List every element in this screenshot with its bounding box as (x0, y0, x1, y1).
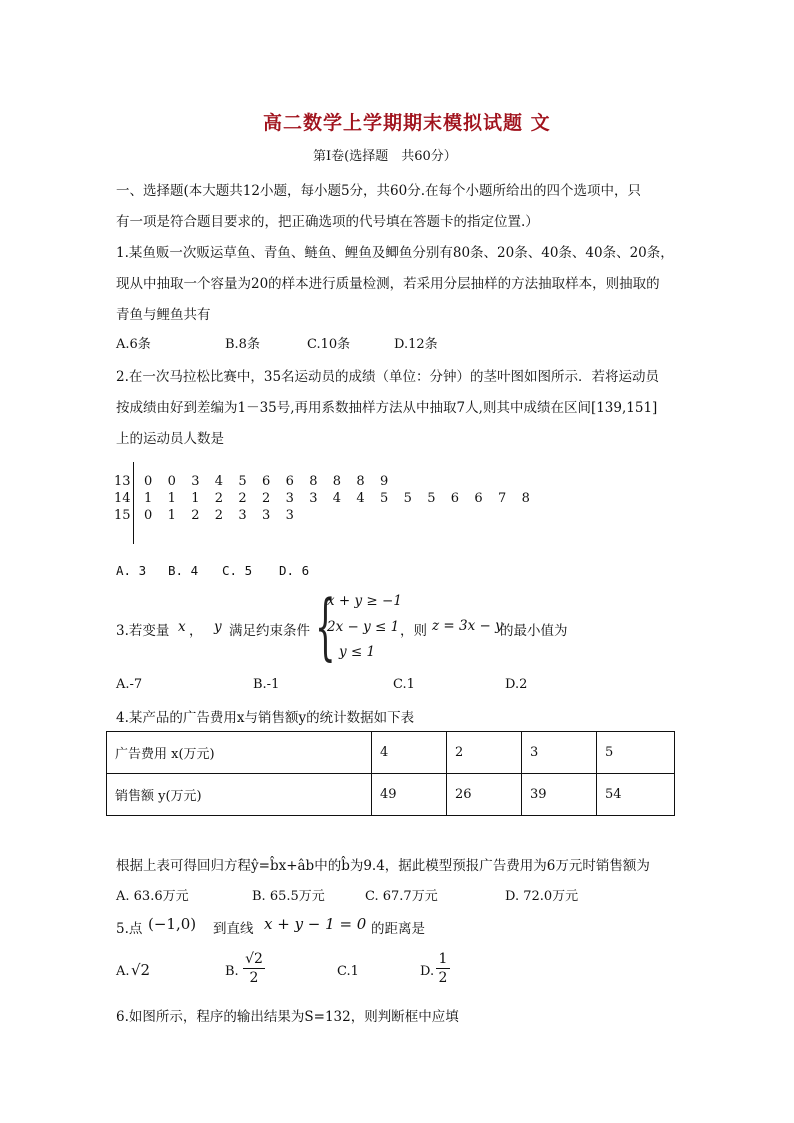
leaf-value: 4 (356, 491, 365, 506)
leaf-value: 3 (238, 508, 247, 523)
leaf-value: 8 (309, 474, 318, 489)
table-cell: 5 (597, 732, 675, 774)
q5-option-a: A. (116, 964, 130, 979)
stem-value: 14 (114, 491, 131, 506)
q3-var-x: x (178, 619, 186, 635)
leaf-value: 6 (450, 491, 460, 506)
q5-option-d-fraction (436, 951, 450, 986)
q5-option-d: D. (420, 964, 435, 979)
q3-comma: ， (189, 623, 203, 639)
leaf-value: 5 (380, 491, 389, 506)
q2-option-c: C. 5 (222, 563, 253, 578)
leaf-value: 3 (262, 508, 271, 523)
q1-line3: 青鱼与鲤鱼共有 (116, 307, 211, 323)
section-instructions-line1: 一、选择题(本大题共12小题，每小题5分，共60分.在每个小题所给出的四个选项中，只 (116, 183, 642, 199)
table-row (107, 732, 675, 774)
leaf-value: 2 (214, 491, 224, 506)
table-cell: 2 (447, 732, 522, 774)
leaf-value: 1 (167, 491, 176, 506)
table-cell: 销售额 y(万元) (107, 774, 372, 816)
q3-option-b: B.-1 (253, 677, 280, 692)
leaf-value: 1 (191, 491, 200, 506)
leaf-value: 6 (262, 474, 271, 489)
fraction-numerator: 1 (438, 951, 448, 967)
q2-option-d: D. 6 (279, 563, 310, 578)
q5-tail: 的距离是 (371, 921, 425, 937)
q3-constraint-3: y ≤ 1 (339, 644, 376, 660)
q1-option-b: B.8条 (225, 337, 260, 352)
leaf-value: 7 (498, 491, 507, 506)
q6-line1: 6.如图所示，程序的输出结果为S=132，则判断框中应填 (116, 1009, 459, 1025)
leaf-value: 6 (474, 491, 483, 506)
q3-option-c: C.1 (393, 677, 415, 692)
leaf-value: 3 (309, 491, 318, 506)
leaf-value: 4 (214, 474, 224, 489)
leaf-value: 6 (285, 474, 294, 489)
q3-expr: z = 3x − y (432, 618, 503, 634)
q3-prefix: 3.若变量 (116, 623, 170, 639)
q3-constraint-1: x + y ≥ −1 (327, 593, 402, 609)
leaf-value: 4 (332, 491, 342, 506)
leaf-value: 2 (238, 491, 247, 506)
table-cell: 广告费用 x(万元) (107, 732, 372, 774)
q3-option-a: A.-7 (116, 677, 143, 692)
constraint-brace: { (315, 584, 336, 668)
fraction-numerator: √2 (245, 951, 263, 967)
q5-option-b-fraction (243, 951, 265, 986)
q3-constraint-2: 2x − y ≤ 1 (327, 619, 400, 635)
leaf-value: 2 (262, 491, 271, 506)
q3-tail1: ，则 (400, 623, 427, 639)
q5-option-b: B. (225, 964, 239, 979)
q2-option-a: A. 3 (116, 563, 147, 578)
leaf-value: 5 (427, 491, 436, 506)
table-cell: 3 (522, 732, 597, 774)
leaf-value: 0 (144, 508, 153, 523)
leaf-value: 2 (191, 508, 200, 523)
q4-line1: 4.某产品的广告费用x与销售额y的统计数据如下表 (116, 710, 415, 726)
leaf-value: 2 (214, 508, 224, 523)
stem-value: 15 (114, 508, 131, 523)
table-cell: 39 (522, 774, 597, 816)
leaf-value: 1 (144, 491, 153, 506)
q4-line2: 根据上表可得回归方程ŷ=b̂x+âb中的b̂为9.4，据此模型预报广告费用为6万元时销售额为 (116, 858, 650, 874)
q2-line2: 按成绩由好到差编为1－35号,再用系数抽样方法从中抽取7人,则其中成绩在区间[139,151] (116, 400, 658, 416)
table-cell: 49 (372, 774, 447, 816)
q3-var-y: y (214, 619, 222, 635)
section-subtitle: 第Ⅰ卷(选择题 共60分） (313, 149, 457, 164)
q1-option-c: C.10条 (307, 337, 351, 352)
leaf-value: 0 (167, 474, 176, 489)
ad-sales-table (106, 731, 675, 816)
q3-tail2: 的最小值为 (500, 623, 568, 639)
leaf-value: 3 (285, 508, 294, 523)
q4-option-c: C. 67.7万元 (365, 889, 438, 904)
q2-line3: 上的运动员人数是 (116, 431, 224, 447)
q1-line1: 1.某鱼贩一次贩运草鱼、青鱼、鲢鱼、鲤鱼及鲫鱼分别有80条、20条、40条、40条、20条， (116, 245, 674, 261)
leaf-value: 5 (238, 474, 247, 489)
q3-option-d: D.2 (505, 677, 528, 692)
q2-line1: 2.在一次马拉松比赛中，35名运动员的成绩（单位：分钟）的茎叶图如图所示．若将运动员 (116, 369, 660, 385)
q3-mid: 满足约束条件 (229, 623, 310, 639)
leaf-value: 9 (380, 474, 389, 489)
q5-mid: 到直线 (213, 921, 254, 937)
q1-line2: 现从中抽取一个容量为20的样本进行质量检测，若采用分层抽样的方法抽取样本，则抽取的 (116, 276, 660, 292)
q5-prefix: 5.点 (116, 921, 143, 937)
q1-option-a: A.6条 (116, 337, 151, 352)
q5-line-equation: x + y − 1 = 0 (264, 915, 367, 933)
stem-value: 13 (114, 474, 131, 489)
leaf-value: 8 (521, 491, 530, 506)
section-instructions-line2: 有一项是符合题目要求的，把正确选项的代号填在答题卡的指定位置.） (116, 214, 539, 230)
fraction-denominator: 2 (243, 968, 265, 986)
page-title: 高二数学上学期期末模拟试题 文 (263, 112, 551, 134)
q1-option-d: D.12条 (394, 337, 438, 352)
q2-option-b: B. 4 (168, 563, 199, 578)
q4-option-b: B. 65.5万元 (252, 889, 325, 904)
leaf-value: 8 (356, 474, 365, 489)
q5-option-a-value: √2 (131, 961, 151, 979)
leaf-value: 0 (144, 474, 153, 489)
q5-point: (−1,0) (148, 915, 197, 933)
leaf-value: 5 (403, 491, 412, 506)
stem-leaf-divider (133, 462, 134, 544)
fraction-denominator: 2 (436, 968, 450, 986)
leaf-value: 1 (167, 508, 176, 523)
q4-option-a: A. 63.6万元 (116, 889, 189, 904)
leaf-value: 8 (332, 474, 342, 489)
table-cell: 54 (597, 774, 675, 816)
table-cell: 4 (372, 732, 447, 774)
table-cell: 26 (447, 774, 522, 816)
leaf-value: 3 (285, 491, 294, 506)
table-row (107, 774, 675, 816)
q5-option-c: C.1 (337, 964, 359, 979)
q4-option-d: D. 72.0万元 (505, 889, 579, 904)
leaf-value: 3 (191, 474, 200, 489)
